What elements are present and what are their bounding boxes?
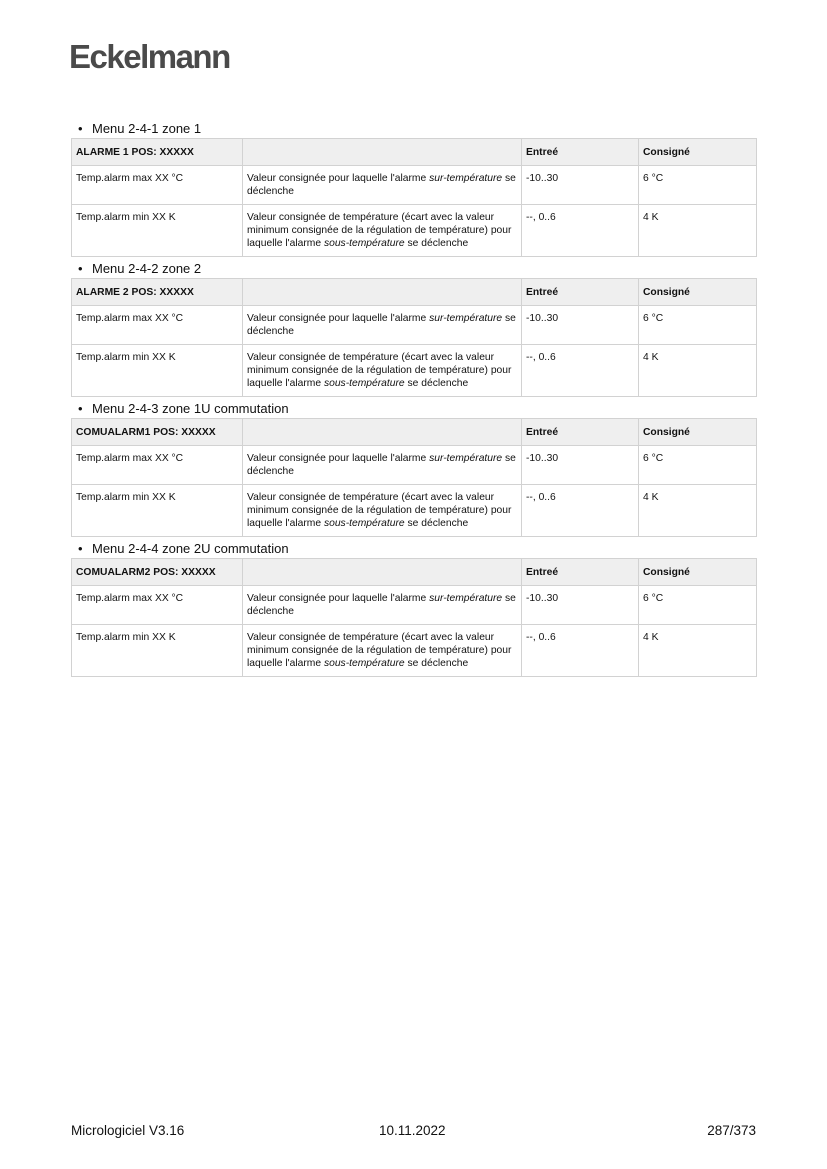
header-cell-setpoint: Consigné <box>639 559 757 586</box>
section-heading-text: Menu 2-4-2 zone 2 <box>92 261 202 276</box>
header-cell-description <box>243 279 522 306</box>
description-text: se déclenche <box>247 313 516 337</box>
cell-parameter: Temp.alarm min XX K <box>72 205 243 257</box>
header-cell-parameter: COMUALARM1 POS: XXXXX <box>72 419 243 446</box>
menu-section <box>71 400 756 537</box>
description-text: Valeur consignée pour laquelle l'alarme <box>247 453 430 464</box>
cell-setpoint: 4 K <box>639 345 757 397</box>
section-heading <box>71 120 756 138</box>
table-header-row <box>72 559 757 586</box>
bullet-icon: • <box>78 261 83 276</box>
header-cell-parameter: COMUALARM2 POS: XXXXX <box>72 559 243 586</box>
description-text: se déclenche <box>404 238 469 249</box>
table-header-row <box>72 139 757 166</box>
menu-section <box>71 540 756 677</box>
parameter-table <box>71 278 757 397</box>
cell-description <box>243 625 522 677</box>
header-cell-setpoint: Consigné <box>639 419 757 446</box>
table-row <box>72 166 757 205</box>
description-text: se déclenche <box>247 593 516 617</box>
cell-parameter: Temp.alarm max XX °C <box>72 166 243 205</box>
cell-range: -10..30 <box>522 446 639 485</box>
cell-description <box>243 166 522 205</box>
table-header-row <box>72 279 757 306</box>
menu-section <box>71 120 756 257</box>
cell-setpoint: 6 °C <box>639 306 757 345</box>
header-cell-setpoint: Consigné <box>639 279 757 306</box>
header-cell-description <box>243 559 522 586</box>
section-heading-text: Menu 2-4-4 zone 2U commutation <box>92 541 289 556</box>
description-text: se déclenche <box>404 378 469 389</box>
table-row <box>72 625 757 677</box>
header-cell-range: Entreé <box>522 139 639 166</box>
header-cell-description <box>243 139 522 166</box>
cell-range: -10..30 <box>522 166 639 205</box>
section-heading-text: Menu 2-4-3 zone 1U commutation <box>92 401 289 416</box>
cell-setpoint: 6 °C <box>639 586 757 625</box>
bullet-icon: • <box>78 121 83 136</box>
bullet-icon: • <box>78 401 83 416</box>
header-cell-description <box>243 419 522 446</box>
cell-parameter: Temp.alarm min XX K <box>72 625 243 677</box>
table-row <box>72 345 757 397</box>
parameter-table <box>71 138 757 257</box>
header-cell-parameter: ALARME 1 POS: XXXXX <box>72 139 243 166</box>
header-cell-range: Entreé <box>522 559 639 586</box>
description-emphasis: sur-température <box>429 593 503 604</box>
description-emphasis: sur-température <box>429 173 503 184</box>
cell-setpoint: 6 °C <box>639 166 757 205</box>
eckelmann-logo: Eckelmann <box>69 38 230 75</box>
cell-parameter: Temp.alarm min XX K <box>72 485 243 537</box>
cell-range: --, 0..6 <box>522 345 639 397</box>
description-emphasis: sous-température <box>323 658 405 669</box>
description-text: se déclenche <box>404 658 469 669</box>
cell-setpoint: 4 K <box>639 205 757 257</box>
description-text: se déclenche <box>247 453 516 477</box>
table-row <box>72 446 757 485</box>
footer-firmware-version: Micrologiciel V3.16 <box>71 1123 185 1138</box>
cell-range: --, 0..6 <box>522 485 639 537</box>
cell-parameter: Temp.alarm max XX °C <box>72 586 243 625</box>
table-row <box>72 205 757 257</box>
description-emphasis: sur-température <box>429 313 503 324</box>
header-cell-range: Entreé <box>522 279 639 306</box>
description-text: Valeur consignée de température (écart avec la valeur minimum consignée de la régulation de température) pour laquelle l'alarme <box>247 632 512 669</box>
cell-setpoint: 6 °C <box>639 446 757 485</box>
cell-description <box>243 586 522 625</box>
document-body <box>71 120 756 680</box>
cell-description <box>243 205 522 257</box>
cell-range: -10..30 <box>522 586 639 625</box>
section-heading-text: Menu 2-4-1 zone 1 <box>92 121 202 136</box>
description-text: Valeur consignée de température (écart avec la valeur minimum consignée de la régulation de température) pour laquelle l'alarme <box>247 492 512 529</box>
description-emphasis: sur-température <box>429 453 503 464</box>
table-row <box>72 485 757 537</box>
description-text: Valeur consignée pour laquelle l'alarme <box>247 313 430 324</box>
bullet-icon: • <box>78 541 83 556</box>
table-header-row <box>72 419 757 446</box>
cell-range: --, 0..6 <box>522 205 639 257</box>
parameter-table <box>71 418 757 537</box>
description-emphasis: sous-température <box>323 378 405 389</box>
cell-description <box>243 485 522 537</box>
cell-range: -10..30 <box>522 306 639 345</box>
description-text: se déclenche <box>247 173 516 197</box>
description-text: Valeur consignée pour laquelle l'alarme <box>247 173 430 184</box>
cell-description <box>243 446 522 485</box>
description-emphasis: sous-température <box>323 238 405 249</box>
section-heading <box>71 260 756 278</box>
cell-description <box>243 345 522 397</box>
header-cell-parameter: ALARME 2 POS: XXXXX <box>72 279 243 306</box>
table-row <box>72 586 757 625</box>
cell-range: --, 0..6 <box>522 625 639 677</box>
table-row <box>72 306 757 345</box>
cell-parameter: Temp.alarm max XX °C <box>72 306 243 345</box>
cell-parameter: Temp.alarm min XX K <box>72 345 243 397</box>
description-text: Valeur consignée de température (écart avec la valeur minimum consignée de la régulation de température) pour laquelle l'alarme <box>247 212 512 249</box>
cell-description <box>243 306 522 345</box>
cell-parameter: Temp.alarm max XX °C <box>72 446 243 485</box>
footer-date: 10.11.2022 <box>379 1123 446 1138</box>
description-text: Valeur consignée de température (écart avec la valeur minimum consignée de la régulation de température) pour laquelle l'alarme <box>247 352 512 389</box>
cell-setpoint: 4 K <box>639 625 757 677</box>
description-emphasis: sous-température <box>323 518 405 529</box>
header-cell-setpoint: Consigné <box>639 139 757 166</box>
parameter-table <box>71 558 757 677</box>
cell-setpoint: 4 K <box>639 485 757 537</box>
footer-page-number: 287/373 <box>707 1123 756 1138</box>
header-cell-range: Entreé <box>522 419 639 446</box>
menu-section <box>71 260 756 397</box>
description-text: Valeur consignée pour laquelle l'alarme <box>247 593 430 604</box>
section-heading <box>71 540 756 558</box>
description-text: se déclenche <box>404 518 469 529</box>
section-heading <box>71 400 756 418</box>
